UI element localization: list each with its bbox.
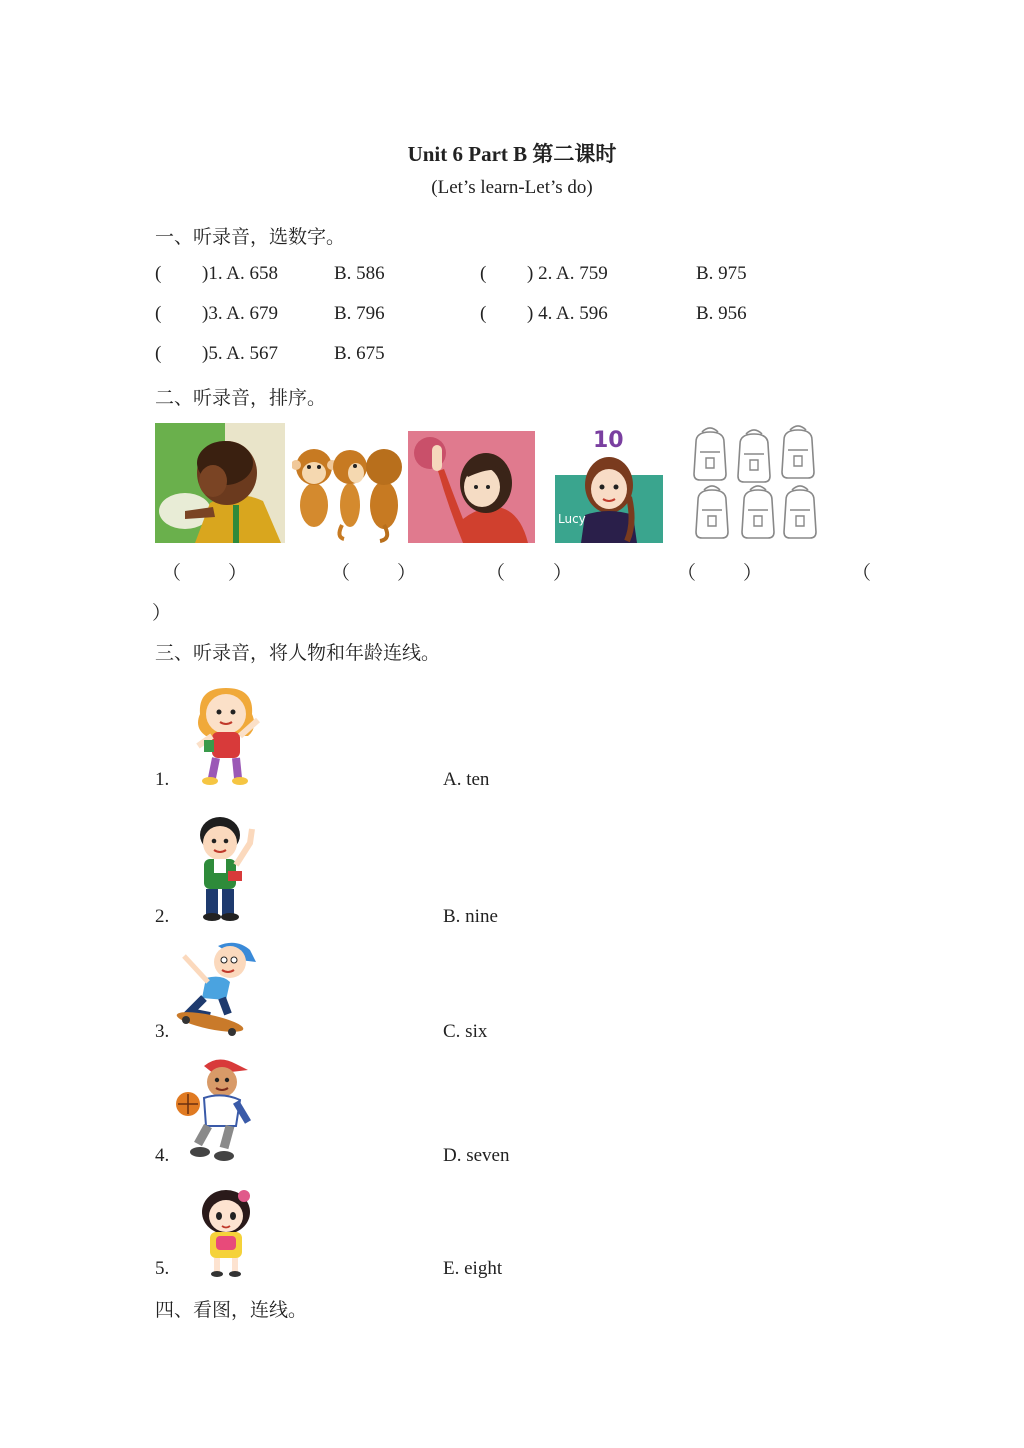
question-3-option-a: )3. A. 679 (202, 303, 278, 324)
question-5-option-a: )5. A. 567 (202, 343, 278, 364)
question-1-option-a: )1. A. 658 (202, 263, 278, 284)
section-3-heading: 三、听录音，将人物和年龄连线。 (155, 643, 441, 664)
sort-bracket-close: ） (553, 563, 573, 584)
person-number: 5. (155, 1258, 170, 1279)
lucy-label: Lucy (558, 512, 586, 526)
little-girl-picture (196, 1186, 260, 1278)
age-option: B. nine (443, 906, 498, 927)
person-number: 1. (155, 769, 170, 790)
basketball-boy-picture (174, 1056, 256, 1164)
question-2-option-b: B. 975 (696, 263, 747, 284)
sort-bracket-open: （ (162, 563, 182, 584)
sort-bracket-close: ） (397, 563, 417, 584)
sort-bracket-open: （ (486, 563, 506, 584)
lucy-ten-picture (555, 423, 663, 543)
boy-pointing-picture (155, 423, 285, 543)
section-2-heading: 二、听录音，排序。 (155, 388, 327, 409)
answer-bracket: ( (480, 303, 487, 324)
age-option: D. seven (443, 1145, 510, 1166)
page-subtitle: (Let’s learn-Let’s do) (431, 177, 593, 198)
sort-bracket-open: （ (852, 563, 872, 584)
answer-bracket: ( (155, 303, 162, 324)
question-1-option-b: B. 586 (334, 263, 385, 284)
girl-pointing-up-picture (408, 431, 535, 543)
boy-green-shirt-picture (192, 815, 256, 921)
schoolbags-picture (688, 424, 822, 542)
section-4-heading: 四、看图，连线。 (155, 1300, 308, 1321)
sort-bracket-close: ） (152, 603, 172, 624)
question-4-option-b: B. 956 (696, 303, 747, 324)
person-number: 2. (155, 906, 170, 927)
sort-bracket-close: ） (228, 563, 248, 584)
answer-bracket: ( (480, 263, 487, 284)
answer-bracket: ( (155, 263, 162, 284)
question-3-option-b: B. 796 (334, 303, 385, 324)
person-number: 4. (155, 1145, 170, 1166)
sort-bracket-open: （ (331, 563, 351, 584)
question-2-option-a: ) 2. A. 759 (527, 263, 608, 284)
girl-in-red-picture (192, 684, 264, 786)
section-1-heading: 一、听录音，选数字。 (155, 227, 346, 248)
page-title: Unit 6 Part B 第二课时 (407, 142, 617, 166)
age-option: C. six (443, 1021, 488, 1042)
sort-bracket-open: （ (677, 563, 697, 584)
age-option: A. ten (443, 769, 490, 790)
age-option: E. eight (443, 1258, 503, 1279)
sort-bracket-close: ） (743, 563, 763, 584)
ten-label: 10 (593, 428, 624, 453)
answer-bracket: ( (155, 343, 162, 364)
person-number: 3. (155, 1021, 170, 1042)
question-5-option-b: B. 675 (334, 343, 385, 364)
question-4-option-a: ) 4. A. 596 (527, 303, 608, 324)
monkey-picture (292, 425, 404, 543)
skateboard-boy-picture (170, 938, 258, 1036)
